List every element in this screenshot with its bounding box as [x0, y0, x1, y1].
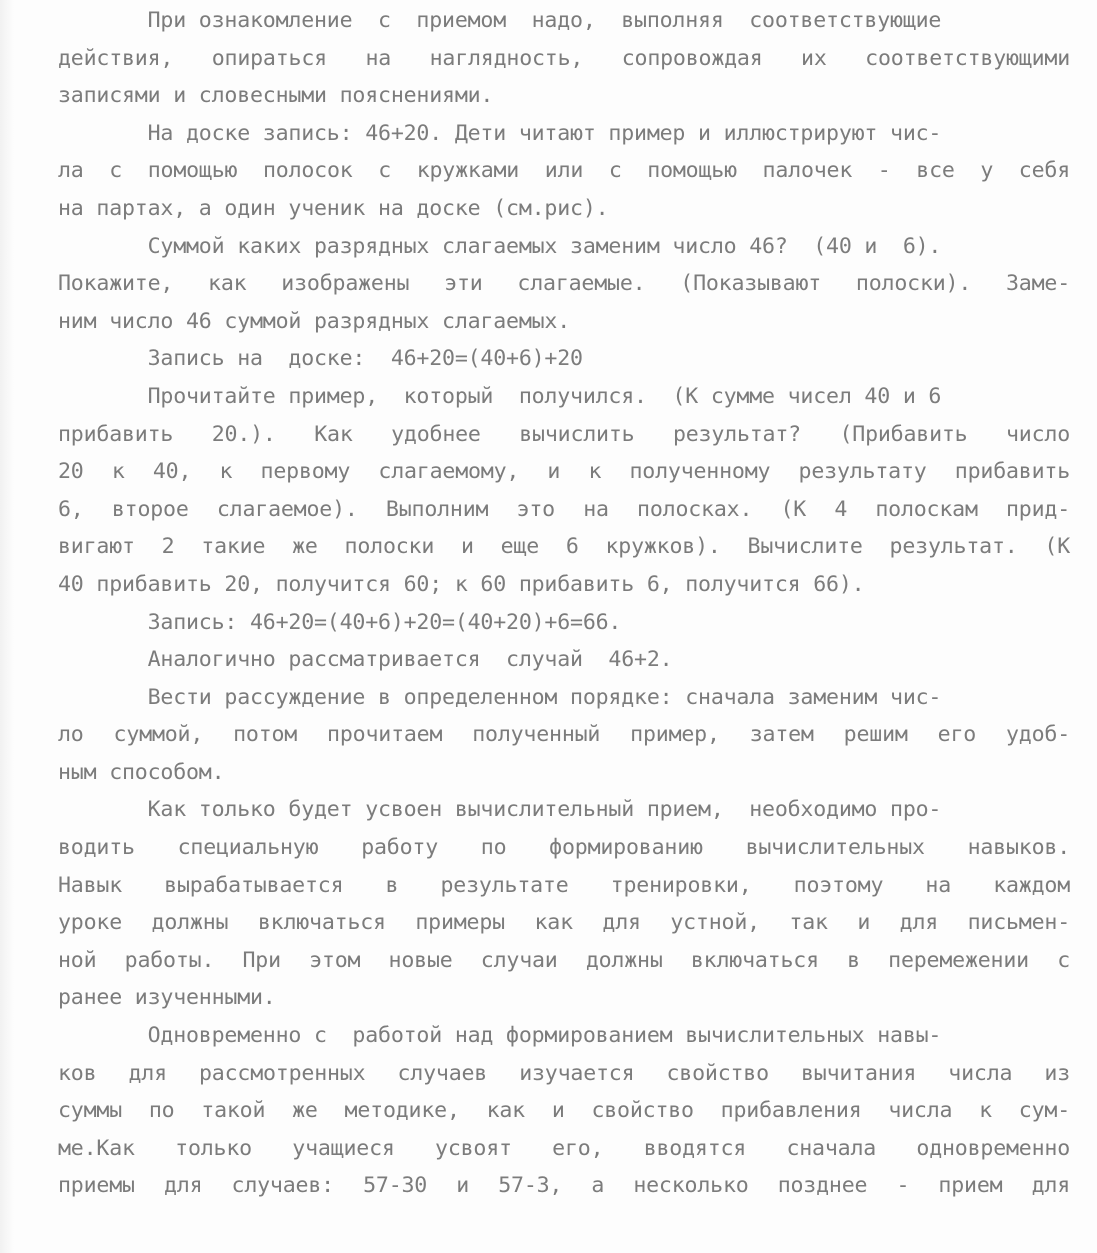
text-line: При ознакомление с приемом надо, выполняя соответствующие: [58, 8, 942, 33]
text-line: Суммой каких разрядных слагаемых заменим число 46? (40 и 6).: [58, 233, 942, 259]
scan-shadow-edge: [0, 0, 14, 1253]
text-line: вигают 2 такие же полоски и еще 6 кружков). Вычислите результат. (К: [58, 534, 1070, 560]
text-line: Запись на доске: 46+20=(40+6)+20: [58, 346, 583, 372]
text-line: На доске запись: 46+20. Дети читают пример и иллюстрируют чис-: [58, 120, 942, 146]
text-line: Навык вырабатывается в результате тренировки, поэтому на каждом: [58, 872, 1070, 898]
document-body: [58, 2, 1070, 1205]
text-line: Вести рассуждение в определенном порядке: сначала заменим чис-: [58, 684, 942, 710]
text-line: уроке должны включаться примеры как для устной, так и для письмен-: [58, 910, 1070, 936]
text-line: 6, второе слагаемое). Выполним это на полосках. (К 4 полоскам прид-: [58, 496, 1070, 522]
text-line: на партах, а один ученик на доске (см.рис).: [58, 195, 609, 221]
text-line: приемы для случаев: 57-30 и 57-3, а несколько позднее - прием для: [58, 1173, 1070, 1199]
text-line: ранее изученными.: [58, 985, 276, 1011]
text-line: 20 к 40, к первому слагаемому, и к полученному результату прибавить: [58, 459, 1070, 485]
text-line: Запись: 46+20=(40+6)+20=(40+20)+6=66.: [58, 609, 622, 635]
text-line: ло суммой, потом прочитаем полученный пример, затем решим его удоб-: [58, 722, 1070, 748]
text-line: записями и словесными пояснениями.: [58, 83, 494, 109]
text-line: ной работы. При этом новые случаи должны включаться в перемежении с: [58, 947, 1070, 973]
text-line: Одновременно с работой над формированием вычислительных навы-: [58, 1023, 942, 1049]
text-line: ков для рассмотренных случаев изучается свойство вычитания числа из: [58, 1060, 1070, 1086]
text-line: ным способом.: [58, 759, 225, 785]
text-line: ним число 46 суммой разрядных слагаемых.: [58, 308, 571, 334]
text-line: действия, опираться на наглядность, сопровождая их соответствующими: [58, 45, 1070, 71]
text-line: прибавить 20.). Как удобнее вычислить результат? (Прибавить число: [58, 421, 1070, 447]
text-line: Покажите, как изображены эти слагаемые. (Показывают полоски). Заме-: [58, 271, 1070, 297]
text-line: 40 прибавить 20, получится 60; к 60 прибавить 6, получится 66).: [58, 571, 865, 597]
text-line: Прочитайте пример, который получился. (К сумме чисел 40 и 6: [58, 383, 942, 409]
text-line: Аналогично рассматривается случай 46+2.: [58, 647, 673, 673]
text-line: водить специальную работу по формированию вычислительных навыков.: [58, 835, 1070, 861]
text-line: ла с помощью полосок с кружками или с помощью палочек - все у себя: [58, 158, 1070, 184]
text-line: ме.Как только учащиеся усвоят его, вводятся сначала одновременно: [58, 1135, 1070, 1161]
text-line: Как только будет усвоен вычислительный прием, необходимо про-: [58, 797, 942, 823]
text-line: суммы по такой же методике, как и свойство прибавления числа к сум-: [58, 1098, 1070, 1124]
